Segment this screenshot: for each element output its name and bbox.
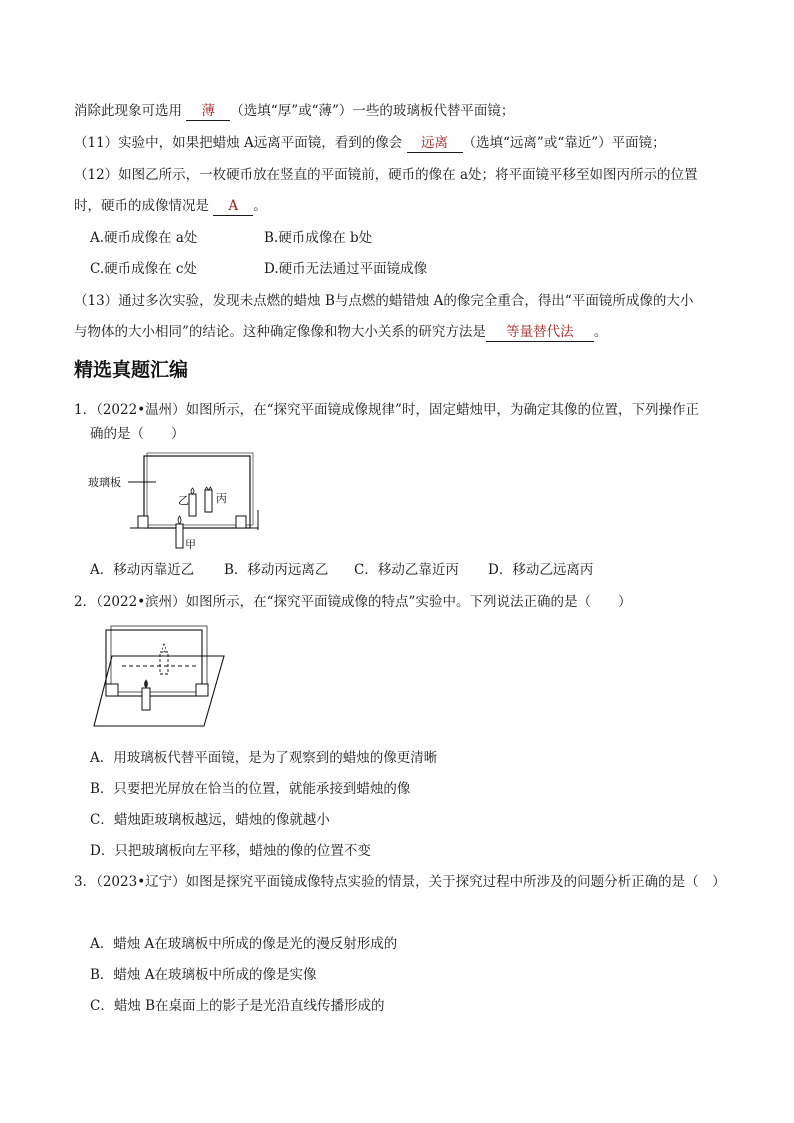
answer-blank: A bbox=[213, 198, 253, 216]
question-13-line1: （13）通过多次实验，发现未点燃的蜡烛 B与点燃的蜡错烛 A的像完全重合，得出“平面镜所成像的大小 bbox=[74, 293, 694, 309]
text: 。 bbox=[253, 198, 267, 214]
question-1-line2: 确的是（ ） bbox=[90, 426, 185, 442]
question-12-line1: （12）如图乙所示，一枚硬币放在竖直的平面镜前，硬币的像在 a处；将平面镜平移至如图丙所示的位置 bbox=[74, 167, 698, 183]
question-2-option-a: A．用玻璃板代替平面镜，是为了观察到的蜡烛的像更清晰 bbox=[90, 750, 438, 766]
question-2-option-c: C．蜡烛距玻璃板越远，蜡烛的像就越小 bbox=[90, 812, 330, 828]
figure-candle-glass-2 bbox=[92, 622, 228, 730]
option-a: A．移动丙靠近乙 bbox=[90, 562, 195, 578]
question-3-option-b: B．蜡烛 A在玻璃板中所成的像是实像 bbox=[90, 967, 317, 983]
text: 消除此现象可选用 bbox=[74, 103, 187, 119]
label-yi: 乙 bbox=[178, 494, 189, 507]
question-1-options bbox=[90, 560, 593, 580]
option-c: C.硬币成像在 c处 bbox=[90, 261, 197, 277]
question-11 bbox=[74, 133, 666, 153]
option-c: C．移动乙靠近丙 bbox=[354, 562, 459, 578]
question-12-line2 bbox=[74, 196, 267, 216]
option-d: D.硬币无法通过平面镜成像 bbox=[264, 261, 428, 277]
text: 与物体的大小相同”的结论。这种确定像像和物大小关系的研究方法是 bbox=[74, 324, 486, 340]
question-2-option-d: D．只把玻璃板向左平移，蜡烛的像的位置不变 bbox=[90, 843, 371, 859]
option-b: B.硬币成像在 b处 bbox=[264, 230, 373, 246]
option-b: B．移动丙远离乙 bbox=[224, 562, 329, 578]
option-d: D．移动乙远离丙 bbox=[488, 562, 594, 578]
glass-label: 玻璃板 bbox=[88, 476, 121, 489]
text: 。 bbox=[593, 324, 608, 340]
question-13-line2 bbox=[74, 322, 607, 342]
text: （选填“远离”或“靠近”）平面镜； bbox=[462, 135, 666, 151]
question-2-option-b: B．只要把光屏放在恰当的位置，就能承接到蜡烛的像 bbox=[90, 781, 411, 797]
section-title: 精选真题汇编 bbox=[74, 359, 189, 381]
text: 时，硬币的成像情况是 bbox=[74, 198, 214, 214]
question-2-line1: 2．（2022•滨州）如图所示，在“探究平面镜成像的特点”实验中。下列说法正确的是（ ） bbox=[74, 594, 632, 610]
question-3-option-a: A．蜡烛 A在玻璃板中所成的像是光的漫反射形成的 bbox=[90, 936, 398, 952]
question-3-line1: 3．（2023•辽宁）如图是探究平面镜成像特点实验的情景，关于探究过程中所涉及的问题分析正确的是（ ） bbox=[74, 874, 726, 890]
text: （11）实验中，如果把蜡烛 A远离平面镜，看到的像会 bbox=[74, 135, 407, 151]
question-12-options-row2 bbox=[90, 259, 427, 279]
option-a: A.硬币成像在 a处 bbox=[90, 230, 198, 246]
answer-blank: 等量替代法 bbox=[486, 324, 594, 342]
answer-blank: 薄 bbox=[186, 103, 230, 121]
line-thin-glass bbox=[74, 101, 514, 121]
answer-blank: 远离 bbox=[407, 135, 463, 153]
question-1-line1: 1．（2022•温州）如图所示，在“探究平面镜成像规律”时，固定蜡烛甲，为确定其像的位置，下列操作正 bbox=[74, 402, 699, 418]
label-jia: 甲 bbox=[185, 538, 196, 551]
text: （选填“厚”或“薄”）一些的玻璃板代替平面镜； bbox=[230, 103, 515, 119]
question-12-options-row1 bbox=[90, 228, 372, 248]
label-bing: 丙 bbox=[216, 492, 227, 505]
figure-candle-glass-1 bbox=[86, 448, 262, 552]
question-3-option-c: C．蜡烛 B在桌面上的影子是光沿直线传播形成的 bbox=[90, 998, 385, 1014]
